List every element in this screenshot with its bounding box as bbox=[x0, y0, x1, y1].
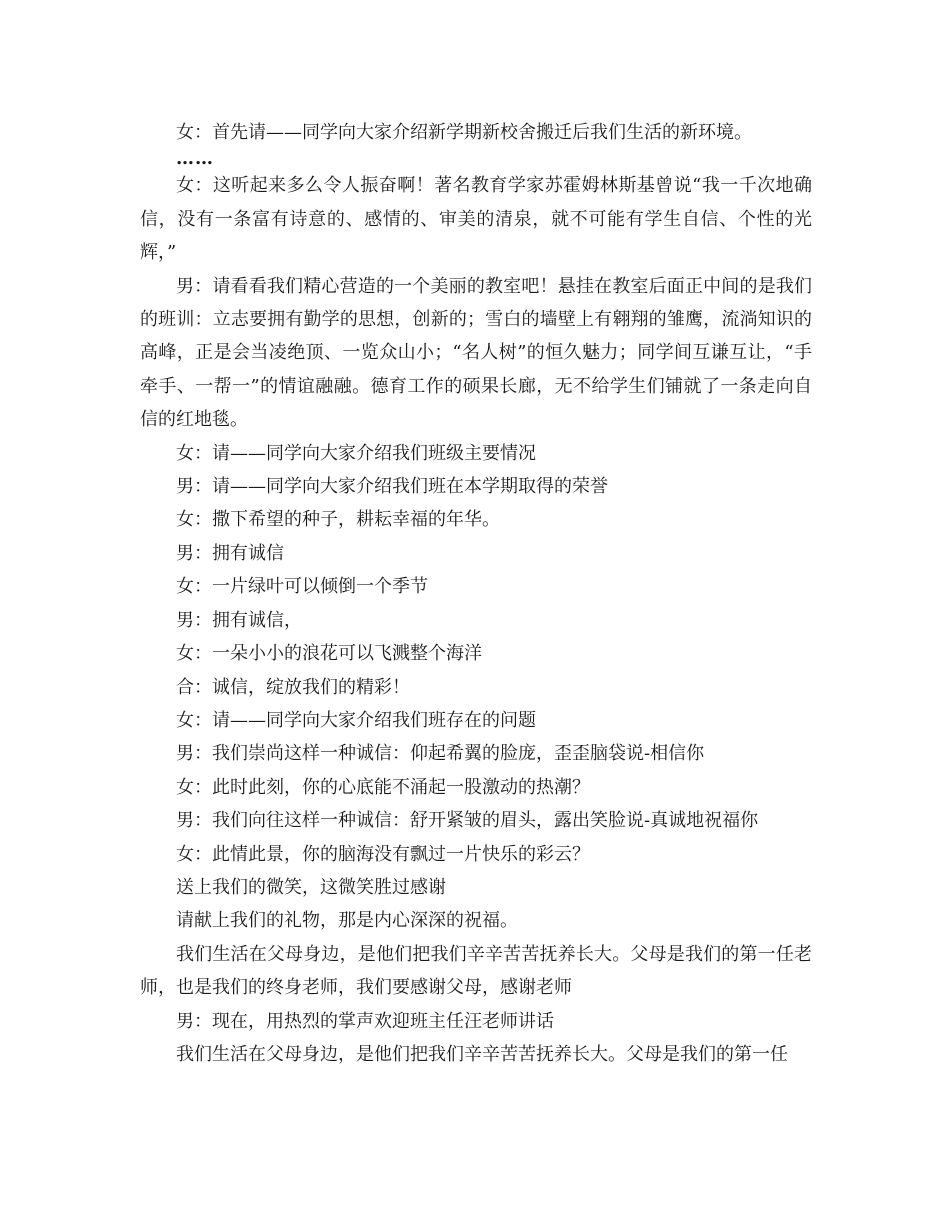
paragraph-thank-parents: 我们生活在父母身边，是他们把我们辛辛苦苦抚养长大。父母是我们的第一任老师，也是我们的终身老师，我们要感谢父母，感谢老师 bbox=[140, 943, 812, 999]
paragraph-have-integrity-1: 男：拥有诚信 bbox=[176, 542, 284, 564]
paragraph-our-smile: 送上我们的微笑，这微笑胜过感谢 bbox=[176, 876, 446, 898]
paragraph-bless-you: 男：我们向往这样一种诚信：舒开紧皱的眉头，露出笑脸说-真诚地祝福你 bbox=[176, 810, 759, 832]
ellipsis-marker: …… bbox=[176, 148, 214, 170]
document-body bbox=[140, 116, 812, 1071]
paragraph-seeds-of-hope: 女：撒下希望的种子，耕耘幸福的年华。 bbox=[176, 509, 500, 531]
paragraph-together-integrity: 合：诚信，绽放我们的精彩！ bbox=[176, 676, 410, 698]
paragraph-believe-you: 男：我们崇尚这样一种诚信：仰起希翼的脸庞，歪歪脑袋说-相信你 bbox=[176, 743, 705, 765]
paragraph-parents-repeat: 我们生活在父母身边，是他们把我们辛辛苦苦抚养长大。父母是我们的第一任 bbox=[176, 1043, 788, 1065]
paragraph-welcome-teacher: 男：现在，用热烈的掌声欢迎班主任汪老师讲话 bbox=[176, 1010, 554, 1032]
paragraph-quote-sukhomlinsky: 女：这听起来多么令人振奋啊！著名教育学家苏霍姆林斯基曾说“我一千次地确信，没有一条富有诗意的、感情的、审美的清泉，就不可能有学生自信、个性的光辉，” bbox=[140, 175, 812, 264]
paragraph-green-leaf: 女：一片绿叶可以倾倒一个季节 bbox=[176, 576, 428, 598]
paragraph-little-wave: 女：一朵小小的浪花可以飞溅整个海洋 bbox=[176, 643, 482, 665]
paragraph-intro-new-environment: 女：首先请——同学向大家介绍新学期新校舍搬迁后我们生活的新环境。 bbox=[176, 122, 752, 143]
paragraph-happy-cloud: 女：此情此景，你的脑海没有飘过一片快乐的彩云？ bbox=[176, 843, 590, 865]
paragraph-classroom-description: 男：请看看我们精心营造的一个美丽的教室吧！悬挂在教室后面正中间的是我们的班训：立志要拥有勤学的思想，创新的；雪白的墙壁上有翱翔的雏鹰，流淌知识的高峰，正是会当凌绝顶、一览众山小；“名人树”的恒久魅力；同学间互谦互让，“手牵手、一帮一”的情谊融融。德育工作的硕果长廊，无不给学生们铺就了一条走向自信的红地毯。 bbox=[140, 275, 812, 431]
paragraph-class-problems: 女：请——同学向大家介绍我们班存在的问题 bbox=[176, 709, 536, 731]
paragraph-class-situation: 女：请——同学向大家介绍我们班级主要情况 bbox=[176, 442, 536, 464]
paragraph-our-gift: 请献上我们的礼物，那是内心深深的祝福。 bbox=[176, 910, 518, 932]
paragraph-at-this-moment: 女：此时此刻，你的心底能不涌起一股激动的热潮？ bbox=[176, 776, 590, 798]
paragraph-have-integrity-2: 男：拥有诚信， bbox=[176, 609, 302, 631]
paragraph-class-honors: 男：请——同学向大家介绍我们班在本学期取得的荣誉 bbox=[176, 476, 608, 498]
